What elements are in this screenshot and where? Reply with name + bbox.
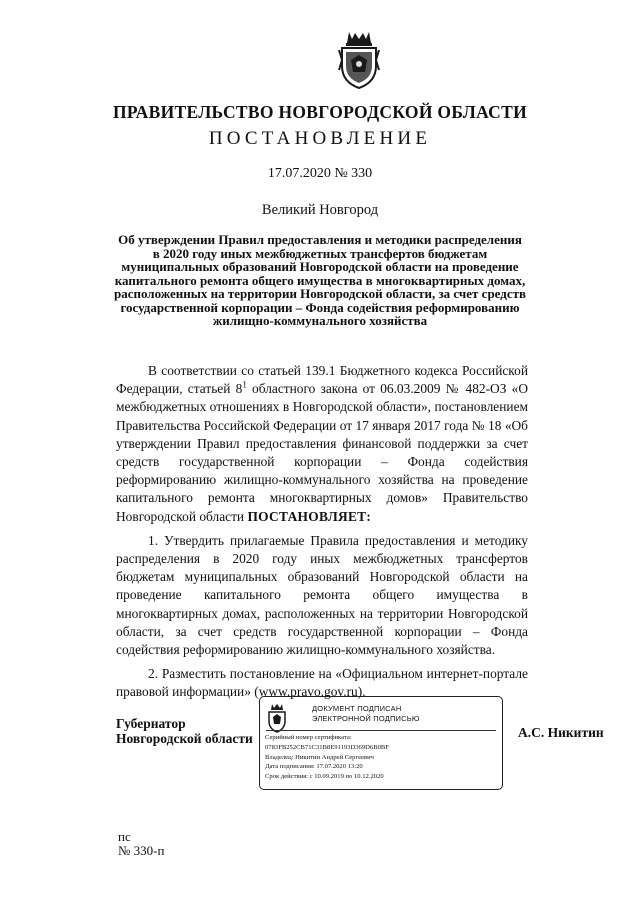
document-city: Великий Новгород xyxy=(261,202,379,218)
signer-position xyxy=(116,716,253,746)
subject-line: в 2020 году иных межбюджетных трансфертов бюджетам xyxy=(152,245,488,261)
decree-word: ПОСТАНОВЛЯЕТ: xyxy=(247,508,372,524)
subject-line: государственной корпорации – Фонда содействия реформированию xyxy=(120,299,520,315)
stamp-heading xyxy=(312,704,420,724)
item-1-paragraph: 1. Утвердить прилагаемые Правила предоставления и методику распределения в 2020 году иных межбюджетных трансфертов бюджетам муниципальных образований Новгородской области на проведение капитального ремонта общего имущества в многоквартирных домах, расположенных на территории Новгородской области, за счет средств государственной корпорации – Фонда содействия реформированию жилищно-коммунального хозяйства. xyxy=(116,532,528,658)
article-superscript: 1 xyxy=(242,379,247,390)
preamble-paragraph xyxy=(116,362,528,526)
stamp-divider xyxy=(266,730,496,731)
registration-code xyxy=(118,830,164,858)
document-date-number: 17.07.2020 № 330 xyxy=(267,166,373,181)
stamp-detail-line: 0783FB252CB71C31B8E91193D369D6B0BF xyxy=(265,743,389,751)
stamp-detail-line: Дата подписания: 17.07.2020 13:20 xyxy=(265,763,363,771)
government-title: ПРАВИТЕЛЬСТВО НОВГОРОДСКОЙ ОБЛАСТИ xyxy=(113,102,527,122)
subject-line: жилищно-коммунального хозяйства xyxy=(212,313,428,328)
subject-line: капитального ремонта общего имущества в многоквартирных домах, xyxy=(114,272,526,288)
signer-position-line1: Губернатор xyxy=(116,716,186,731)
electronic-signature-stamp xyxy=(259,696,503,790)
signer-name: А.С. Никитин xyxy=(518,725,604,740)
preamble-text-b: областного закона от 06.03.2009 № 482-ОЗ «О межбюджетных отношениях в Новгородской области», постановлением Правительства Российской Федерации от 17 января 2017 года № 18 «Об утверждении Правил предоставления финансовой поддержки за счет средств государственной корпорации – Фонда содействия реформированию жилищно-коммунального хозяйства на проведение капитального ремонта многоквартирных домов» Правительство Новгородской области xyxy=(116,381,528,524)
signer-position-line2: Новгородской области xyxy=(116,731,253,746)
stamp-crest-icon xyxy=(266,703,288,733)
document-body xyxy=(116,362,528,702)
item-2-paragraph: 2. Разместить постановление на «Официальном интернет-портале правовой информации» (www.pravo.gov.ru). xyxy=(116,666,528,700)
stamp-detail-line: Срок действия: с 10.09.2019 по 10.12.2020 xyxy=(265,773,384,781)
subject-line: расположенных на территории Новгородской области, за счет средств xyxy=(113,286,527,301)
coat-of-arms-emblem xyxy=(337,30,381,90)
stamp-detail-line: Владелец: Никитин Андрей Сергеевич xyxy=(265,753,374,761)
subject-line: Об утверждении Правил предоставления и методики распределения xyxy=(118,232,522,247)
registration-code-line2: № 330-п xyxy=(118,843,165,858)
stamp-heading-line2: ЭЛЕКТРОННОЙ ПОДПИСЬЮ xyxy=(312,714,420,723)
stamp-detail-line: Серийный номер сертификата: xyxy=(265,734,352,741)
document-subject xyxy=(110,233,530,328)
subject-line: муниципальных образований Новгородской области на проведение xyxy=(121,259,519,274)
preamble-text-a: В соответствии со статьей 139.1 Бюджетного кодекса Российской Федерации, статьей 8 xyxy=(116,363,528,397)
stamp-heading-line1: ДОКУМЕНТ ПОДПИСАН xyxy=(312,704,402,713)
document-type: ПОСТАНОВЛЕНИЕ xyxy=(208,128,432,149)
registration-code-line1: пс xyxy=(118,829,131,844)
stamp-details xyxy=(265,733,389,782)
